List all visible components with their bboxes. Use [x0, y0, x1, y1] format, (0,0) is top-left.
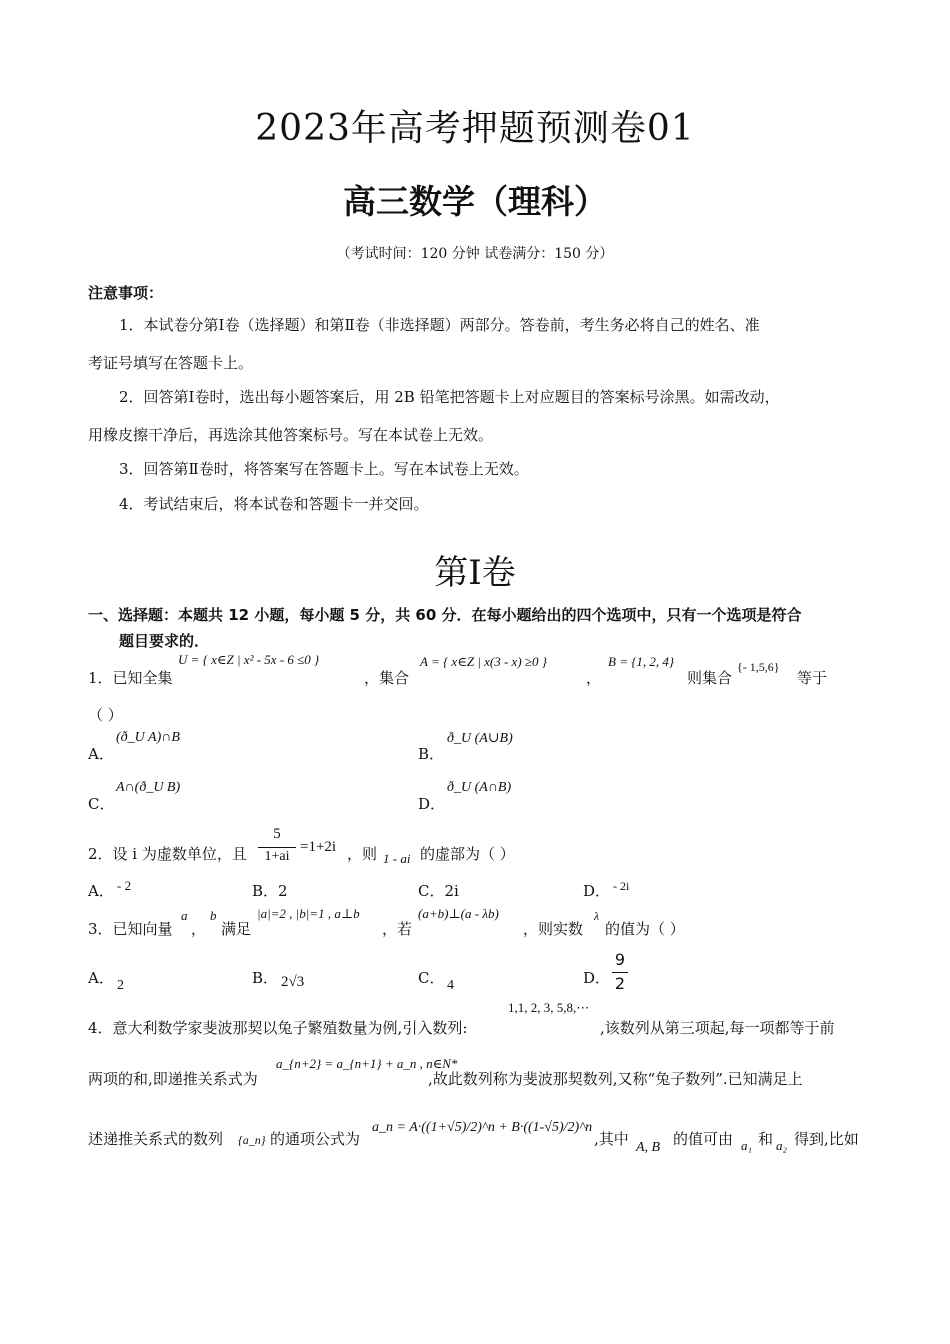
- q2-option-b: B．2: [252, 882, 288, 900]
- note-2b: 用橡皮擦干净后，再选涂其他答案标号。写在本试卷上无效。: [88, 426, 494, 444]
- q3-text-4: ，若: [382, 920, 413, 938]
- q4-line-2: 两项的和,即递推关系式为: [88, 1070, 258, 1088]
- q3-option-b-label: B．: [252, 969, 279, 987]
- q4-a2: a₂: [776, 1138, 788, 1153]
- q4-line-3: 述递推关系式的数列: [88, 1130, 224, 1148]
- q3-text-2: ，: [191, 920, 207, 938]
- q1-lead: 1．已知全集: [88, 669, 173, 687]
- q1-option-c-label: C．: [88, 795, 115, 813]
- note-1a: 1．本试卷分第Ⅰ卷（选择题）和第Ⅱ卷（非选择题）两部分。答卷前，考生务必将自己的姓名、准: [119, 316, 760, 334]
- q2-option-a: - 2: [117, 878, 132, 893]
- q2-option-d: - 2i: [613, 879, 630, 893]
- q1-set-u: U = { x∈Z | x² - 5x - 6 ≤0 }: [178, 652, 320, 667]
- q4-line-3-f: 得到,比如: [794, 1130, 859, 1148]
- note-3: 3．回答第Ⅱ卷时，将答案写在答题卡上。写在本试卷上无效。: [119, 460, 529, 478]
- q1-paren: （ ）: [88, 706, 123, 724]
- q3-option-d-denominator: 2: [614, 974, 626, 993]
- q3-text-5: ，则实数: [523, 920, 584, 938]
- q1-option-c: A∩(ð_U B): [116, 780, 181, 795]
- q1-option-a-label: A．: [88, 745, 114, 763]
- q1-option-b-label: B．: [418, 745, 445, 763]
- q1-set-b: B = {1, 2, 4}: [608, 654, 675, 669]
- q3-option-d-numerator: 9: [614, 950, 626, 969]
- q2-option-a-label: A．: [88, 882, 114, 900]
- q2-fraction-bar: [258, 847, 296, 848]
- q2-expression: 1 - ai: [383, 851, 411, 866]
- note-2a: 2．回答第Ⅰ卷时，选出每小题答案后，用 2B 铅笔把答题卡上对应题目的答案标号涂黑。如需改动，: [119, 388, 780, 406]
- q2-option-d-label: D．: [583, 882, 611, 900]
- exam-title: 2023年高考押题预测卷01: [255, 108, 695, 149]
- q3-perpendicular: (a+b)⊥(a - λb): [418, 906, 499, 921]
- notes-heading: 注意事项：: [88, 284, 164, 302]
- q1-option-a: (ð_U A)∩B: [116, 730, 180, 745]
- q2-text-2: ，则: [347, 845, 378, 863]
- note-1b: 考证号填写在答题卡上。: [88, 354, 254, 372]
- q1-text-5: 等于: [797, 669, 828, 687]
- exam-subtitle: 高三数学（理科）: [343, 182, 607, 221]
- q3-option-c-label: C．: [418, 969, 445, 987]
- section-heading: 一、选择题：本题共 12 小题，每小题 5 分，共 60 分．在每小题给出的四个选项中，只有一个选项是符合: [88, 606, 802, 624]
- q1-set-a: A = { x∈Z | x(3 - x) ≥0 }: [420, 654, 547, 669]
- q4-line-1-tail: ,该数列从第三项起,每一项都等于前: [600, 1019, 835, 1037]
- q1-text-2: ，集合: [364, 669, 410, 687]
- q2-text-3: 的虚部为（ ）: [420, 845, 515, 863]
- q3-option-d-bar: [612, 972, 628, 973]
- q1-text-3: ，: [586, 669, 602, 687]
- q2-option-c: C．2i: [418, 882, 459, 900]
- q4-recurrence: a_{n+2} = a_{n+1} + a_n , n∈N*: [276, 1056, 458, 1071]
- q1-option-d-label: D．: [418, 795, 446, 813]
- q1-target-set: {- 1,5,6}: [737, 660, 780, 674]
- q2-fraction-denominator: 1+ai: [264, 849, 290, 864]
- q3-option-c: 4: [447, 978, 454, 993]
- q3-option-b: 2√3: [281, 974, 305, 990]
- q4-line-1: 4．意大利数学家斐波那契以兔子繁殖数量为例,引入数列:: [88, 1019, 468, 1037]
- q3-lambda: λ: [594, 909, 600, 923]
- q4-line-3-c: ,其中: [594, 1130, 629, 1148]
- q1-text-4: 则集合: [687, 669, 733, 687]
- q2-fraction-numerator: 5: [273, 826, 281, 842]
- q4-a1: a₁: [741, 1138, 753, 1153]
- q4-sequence: 1,1, 2, 3, 5,8,⋯: [508, 1000, 590, 1015]
- q3-vector-b: b: [210, 908, 217, 923]
- q3-option-a-label: A．: [88, 969, 114, 987]
- q3-vector-a: a: [181, 908, 188, 923]
- q3-text-3: 满足: [221, 920, 252, 938]
- q1-option-b: ð_U (A∪B): [447, 731, 513, 746]
- q1-option-d: ð_U (A∩B): [447, 780, 512, 795]
- q4-constants: A, B: [636, 1140, 661, 1155]
- volume-heading: 第Ⅰ卷: [434, 553, 516, 593]
- q3-option-d-label: D．: [583, 969, 611, 987]
- q4-general-term: a_n = A·((1+√5)/2)^n + B·((1-√5)/2)^n: [372, 1120, 593, 1135]
- exam-info: （考试时间：120 分钟 试卷满分：150 分）: [336, 246, 614, 262]
- q2-lead: 2．设 i 为虚数单位，且: [88, 845, 247, 863]
- q4-line-2-tail: ,故此数列称为斐波那契数列,又称“兔子数列”.已知满足上: [428, 1070, 803, 1088]
- section-heading-cont: 题目要求的．: [119, 632, 210, 650]
- q4-sequence-name: {a_n}: [238, 1133, 266, 1147]
- q3-conditions: |a|=2 , |b|=1 , a⊥b: [257, 906, 360, 921]
- note-4: 4．考试结束后，将本试卷和答题卡一并交回。: [119, 495, 429, 513]
- q2-equation-rhs: =1+2i: [300, 839, 337, 855]
- q4-line-3-d: 的值可由: [673, 1130, 734, 1148]
- q3-text-6: 的值为（ ）: [605, 920, 685, 938]
- q4-line-3-b: 的通项公式为: [270, 1130, 361, 1148]
- q3-option-a: 2: [117, 978, 124, 993]
- q4-line-3-e: 和: [758, 1130, 774, 1148]
- q3-lead: 3．已知向量: [88, 920, 173, 938]
